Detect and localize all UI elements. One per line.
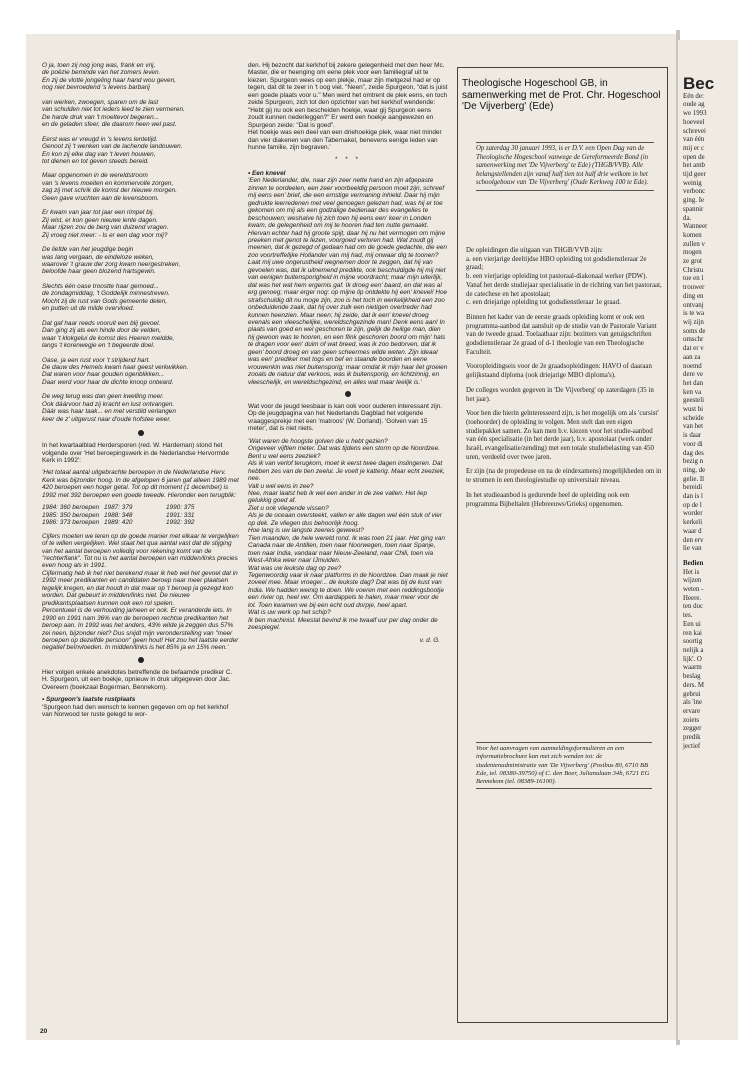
adjacent-page-line: bereidi [683, 484, 703, 492]
adjacent-page-line: scheide [683, 414, 704, 422]
paragraph: 'Spurgeon had den wensch te kennen gegeven om op het kerkhof van Norwood ter ruste gelegd te wor- [42, 703, 229, 719]
adjacent-page-line: open de [683, 153, 705, 161]
paragraph: De opleidingen die uitgaan van THGB/VVB zijn: a. een vierjarige deeltijdse HBO opleiding tot godsdienstleraar 2e graad; b. een vierjarige opleiding tot pastoraal-diakonaal werker (PDW). Vanaf het derde studiejaar specialisatie in de richting van het pastoraat, de catechese en het apostolaat; c. een driejarige opleiding tot godsdienstleraar 1e graad. [466, 247, 662, 307]
poem-stanza: Slechts één oase troostte haar gemoed... de zondagmiddag, 't Goddelijk minnestreven. Mocht zij de rust van Gods gemeente delen, en putten uit de milde overvloed. [42, 282, 170, 313]
paragraph-quote: 'Het totaal aantal uitgebrachte beroepen in de Nederlandse Herv. Kerk was bijzonder hoog. In de afgelopen 6 jaren gaf alleen 1989 met 420 beroepen een hoger getal. Tot op dit moment (1 december) is 1992 met 392 beroepen een goede tweede. Hieronder een terugblik: [42, 469, 239, 499]
poem-stanza: van werken, zwoegen, sparen om de last van schulden niet tot ieders leed te zien vermeren. De harde druk van 't moeltevol begeren... en de geladen sfeer, die daarom heen wel past. [42, 98, 185, 129]
adjacent-page-line: zegger [683, 725, 702, 733]
adjacent-page-line: gelie. Il [683, 475, 705, 483]
figures-table [42, 504, 240, 526]
figure-cell: 1988: 348 [104, 511, 133, 519]
adjacent-page-line: verbonc [683, 188, 706, 196]
adjacent-page-line: Wanneer [683, 223, 708, 231]
poem-stanza: De weg terug was dan geen kwelling meer. Ook dáárvoor had zij kracht en lust ontvangen. Dáár was haar taak... en met verstild verlangen keer de z' uitgerust naar d'oude hofstee weer. [42, 393, 176, 423]
adjacent-page-line: ervare [683, 707, 701, 715]
adjacent-page-line: ders. M [683, 681, 705, 689]
section-divider-dot [138, 657, 144, 663]
section-divider-dot [138, 430, 144, 436]
figure-cell: 1985: 350 beroepen [42, 511, 100, 519]
adjacent-page-line: den erv [683, 536, 704, 544]
advertisement-intro: Op zaterdag 30 januari 1993, is er D.V. een Open Dag van de Theologische Hogeschool vanwege de Gereformeerde Bond (in samenwerking met 'De Vijverberg' te Ede) (THGB/VVB). Alle belangstellenden zijn vanaf half tien tot half drie welkom in het schoolgebouw van 'De Vijverberg' (Oude Kerkweg 100 te Ede). [476, 142, 654, 191]
adjacent-page-heading: Bedien [683, 559, 704, 567]
adjacent-page-line: Een ui [683, 620, 701, 628]
paragraph: De colleges worden gegeven in 'De Vijverberg' op zaterdagen (35 in het jaar). [466, 386, 654, 403]
adjacent-page-line: dag des [683, 449, 704, 457]
poem-stanza: O ja, toen zij nog jong was, frank en vrij, de poëzie beminde van het zomers leven. En zij de vlotte jongeling haar hand wou geven, nog niet bevroedend 's levens barbarij [42, 62, 176, 92]
adjacent-page-line: dere ve [683, 371, 704, 379]
figure-cell: 1990: 375 [166, 504, 195, 512]
adjacent-page-line: oude ag [683, 101, 705, 109]
adjacent-page-line: Christu [683, 266, 704, 274]
adjacent-page-line: kerkeli [683, 519, 703, 527]
paragraph-quote: Cijfers moeten we leren op de goede manier met elkaar te vergelijken of te willen vergelijken. Wel staat het qua aantal vast dat de stijging van het aantal beroepen volledig voor rekening komt van de "rechterflank". Tot nu is het aantal beroepen van midden/links precies even hoog als in 1991. Cijfermatig heb ik het niet berekend maar ik heb wel het gevoel dat in 1992 meer predikanten en candidaten beroep naar meer plaatsen tegelijk kregen, en dat houdt in dat maar op 't beroep ja gezegd kon worden. Dat gebeurt in midden/links niet. De nieuwe predikantsplaatsen kunnen ook een rol spelen. Percentueel is de verhouding ja/neen er ook. Er veranderde iets. In 1990 en 1991 nam 36% van de beroepen rechtse predikanten het beroep aan. In 1992 was het anders, 43% wilde ja zeggen dus 57% zei neen, bijzonder niet? Dus snijdt mijn veronderstelling van "meer beroepen op dezelfde persoon" geen hout! Het zou het laatste eerder negatief beïnvloeden. In midden/links is het 85% ja en 15% neen.' [42, 532, 239, 652]
adjacent-page-lines [683, 569, 714, 752]
adjacent-page-line: geesteli [683, 397, 705, 405]
adjacent-page-line: schrevei [683, 127, 706, 135]
figure-cell: 1992: 392 [166, 519, 195, 527]
adjacent-page-line: dan is l [683, 493, 703, 501]
poem-stanza: Er kwam van jaar tot jaar een rimpel bij. Zij wist, er kon geen nieuwe lente dagen. Maar rijzen zou de berg van duizend vragen. Zij vroeg niet meer: - Is er een dag voor mij? [42, 209, 169, 239]
column-middle [248, 62, 448, 649]
figure-cell: 1991: 331 [166, 511, 195, 519]
advertisement-title: Theologische Hogeschool GB, in samenwerking met de Prot. Chr. Hogeschool 'De Vijverberg' (Ede) [462, 78, 661, 112]
page-number: 20 [40, 1028, 48, 1035]
poem-stanza: Dat gaf haar reeds vooruit een blij gevoel. Dan ging zij als een hinde door de velden, waar 't klokgelui de komst des Heeren meldde, langs 't korenwegje en 't begeerde doel. [42, 319, 175, 350]
adjacent-page-line: waar d [683, 527, 702, 535]
section-heading: • Spurgeon's laatste rustplaats [42, 696, 136, 704]
adjacent-page-line: ren kai [683, 629, 702, 637]
adjacent-page-line: ze grot [683, 258, 702, 266]
adjacent-page-line: ding en [683, 292, 704, 300]
adjacent-page-line: het dan [683, 379, 704, 387]
adjacent-page-line: op de l [683, 501, 702, 509]
author-signature: v. d. G. [419, 636, 440, 644]
adjacent-page-line: omschr [683, 336, 704, 344]
poem-stanza: Maar opgenomen in de wereldstroom van 's levens moeiten en kommervolle zorgen, zag zij met schrik de komst der nieuwe morgen. Geen gave vruchten aan de levensboom. [42, 172, 177, 202]
figure-cell: 1986: 373 beroepen [42, 519, 100, 527]
adjacent-page-line: spannir [683, 205, 704, 213]
adjacent-page-line: wijzen [683, 577, 702, 585]
paragraph: Binnen het kader van de eerste graads opleiding komt er ook een programma-aanbod dat aansluit op de studie van de Pastorale Variant van de tweede graad. Toelaatbaar zijn: bezitters van getuigschriften godsdienstleraar 2e graad of d-1 theologie van een Theologische Faculteit. [466, 313, 657, 356]
paragraph: Er zijn (na de propedeuse en na de eindexamens) mogelijkheden om in te stromen in een theologiestudie op universitair niveau. [466, 468, 662, 485]
paragraph: Hier volgen enkele anekdotes betreffende de befaamde prediker C. H. Spurgeon, uit een boekje, opnieuw in druk uitgegeven door Jac. Overeem (boekzaal Bogerman, Bennekom). [42, 668, 233, 691]
adjacent-page-line: da. [683, 214, 692, 222]
adjacent-page-line: Eén de: [683, 92, 704, 100]
adjacent-page-line: soms de [683, 327, 706, 335]
adjacent-page-line: toe en l [683, 275, 704, 283]
adjacent-page-line: bezig n [683, 458, 704, 466]
figure-cell: 1989: 420 [104, 519, 133, 527]
adjacent-page-line: het amb [683, 162, 706, 170]
paragraph: In het studieaanbod is gedurende heel de opleiding ook een programma Bijbeltalen (Hebreeuws/Grieks) opgenomen. [466, 491, 630, 508]
paragraph: den. Hij bezocht dat kerkhof bij zekere gelegenheid met den heer Mc. Master, die er heenging om eene plek voor een familiegraf uit te kiezen. Spurgeon wees op een plekje, maar zijn metgezel had er op tegen, dat dit te zeer in 't oog viel. "Neen", zeide Spurgeon, "dat is juist een goede plaats voor u." Men werd het omtrent de plek eens, en toch zeide Spurgeon, zich tot den opzichter van het kerkhof wendende: "Hebt gij nu ook een bescheiden hoekje, waar gij Spurgeon eens zoudt kunnen nederleggen?" Er werd een hoekje aangewezen en Spurgeon zeide: "Dat is goed". Het hoekje was een deel van een driehoekige plek, waar niet minder dan vier diakenen van den Tabernakel, benevens eenige leden van hunne familie, zijn begraven.' [248, 62, 448, 151]
section-divider-stars: * * * [334, 156, 361, 164]
paragraph: Wat voor de jeugd leesbaar is kan ook voor ouderen interessant zijn. Op de jeugdpagina van het Nederlands Dagblad het volgende vraaggesprekje met een 'matroos' (W. Dorland). 'Golven van 15 meter', dat is niet niets. [248, 403, 443, 433]
poem-stanza: De liefde van het jeugdige begin was lang vergaan, de eindeloze weken, waarover 't grauw der zorg kwam neergestreken, beloofde haar geen blozend hartsgewin. [42, 246, 181, 276]
interview-text: 'Wat waren de hoogste golven die u hebt gezien? Ongeveer vijftien meter. Dat was tijdens een storm op de Noordzee. Bent u wel eens zeeziek? Als ik van verlof terugkom, moet ik eerst twee dagen inslingeren. Dat hebben zes van de tien zeelui. Je voelt je katterig. Maar echt zeeziek, nee. Valt u wel eens in zee? Nee, maar laatst heb ik wel een ander in de zee vallen. Het liep gelukkig goed af. Ziet u ook vliegende vissen? Als je de oceaan oversteekt, vallen er alle dagen wel één stuk of vier op dek. Ze vliegen dus behoorlijk hoog. Hoe lang is uw langste zeereis geweest? Tien maanden, de hele wereld rond. Ik was toen 21 jaar. Het ging van Canada naar de Antillen, toen naar Noorwegen, toen naar Spanje, toen naar India, vandaar naar Nieuw-Zeeland, naar Chili, toen via West-Afrika weer naar IJmuiden. Wat was uw leukste dag op zee? Tegenwoordig vaar ik naar platforms in de Noordzee. Dan maak je niet zoveel mee. Maar vroeger... de leukste dag? Dat was bij de kust van India. We hadden weinig te doen. We voeren met een reddingsbootje een rivier op, heel ver. Om aardappels te halen, maar meer voor de lol. Toen kwamen we bij een echt oud dorpje, heel apart. Wat is uw werk op het schip? Ik ben machinist. Meestal bevind ik me twaalf uur per dag onder de zeespiegel. [248, 437, 448, 632]
adjacent-page-line: ken va [683, 388, 702, 396]
adjacent-page-line: aan za [683, 353, 701, 361]
adjacent-page-text [683, 74, 715, 751]
adjacent-page-line: wust bi [683, 406, 704, 414]
adjacent-page-line: ten doc [683, 603, 704, 611]
adjacent-page-line: zullen v [683, 240, 706, 248]
adjacent-page-line: gebrui [683, 690, 701, 698]
adjacent-page-line: Het is [683, 568, 700, 576]
adjacent-page-line: noemd [683, 362, 702, 370]
paragraph: Voor hen die hierin geïnteresseerd zijn, is het mogelijk om als 'cursist' (toehoorder) de opleiding te volgen. Men stelt dan een eigen studiepakket samen. Zo kan men b.v. kiezen voor het studie-aanbod van één specialisatie (in het derde jaar), b.v. apostolaat (werk onder Israël, evangelisatie/zending) met een totale studiebelasting van 450 uren, verdeeld over twee jaren. [466, 410, 659, 461]
adjacent-page-line: hoeveel [683, 118, 705, 126]
advertisement-box [457, 67, 668, 1023]
adjacent-page-line: wij zijn [683, 318, 704, 326]
adjacent-page-line: weten - [683, 586, 704, 594]
adjacent-page-line: soortig [683, 638, 703, 646]
paragraph-quote: 'Een Nederlander, die, naar zijn zeer nette hand en zijn afgepaste zinnen te oordeelen, een zeer voorbeeldig persoon moet zijn, schreef mij eens een' brief, die een ernstige vermaning inhield. Daar hij mijn gedrukte leerredenen met veel genoegen gelezen had, was hij er toe gekomen om mij als een godzalige bedienaar des evangelies te beschouwen; weshalve hij zich toen hij eens een' keer in Londen kwam, de gelegenheid om mij te hooren had ten nutte gemaakt. Hiervan echter had hij groote spijt, daar hij nu het vermogen om mijne preeken met genot te lezen, voorgoed verloren had. Wat zoudt gij meenen, dat ik gezegd of gedaan had om de goede gedachte, die een zoo voortreffelijke Hollander van mij had, mij onwaar dig te toonen? Laat mij uwe ongerustheid wegnemen door te zeggen, dat hij van gevoelen was, dat ik uitnemend predikte, ook beschuldigde hij mij niet van eenigen buitensporigheid in mijne voordracht; maar mijn uiterlijk, dat was het wat hem ergernis gaf. Ik droeg een' baard, en dat was al erg genoeg; maar erger nog: op mijne lip ontdekte hij een' knevel! Hoe strafschuldig dit nu moge zijn, zoo is het toch in werkelijkheid een zoo onbeduidende zaak, dat hij over zulk een nietigen overtreder had kunnen heenzien. Maar neen; hij zeide, dat ik een' knevel droeg evenals een vleeschelijke, wereldschgezinde man! Denk eens aan! In plaats van goed en wel geschoren te zijn, gelijk de heilige man, dien hij gewoon was te hooren, en een flink geschoren boord om mijn' hals te dragen voor een' duim of wat breed, was ik zoo bedorven, dat ik geen' boord droeg en van geen scheermes wilde weten. Zijn ideaal was een' prediker met togs en bef en staande boorden en eene vrouwenkin was niet buitensporig; maar omdat ik mijn haar liet groeien zooals de natuur dat verkoos, was ik buitensporig, en lichtzinnig, en vleeschelijk, en wereldschgezind, en alles wat maar leelijk is.' [248, 177, 448, 386]
adjacent-page-line: zoiets [683, 716, 700, 724]
section-heading: • Een knevel [248, 169, 286, 177]
section-divider-dot [345, 391, 351, 397]
paragraph: In het kwartaalblad Herdersporen (red. W. Hardeman) stond het volgende over 'Het beroepingswerk in de Nederlandse Hervormde Kerk in 1992': [42, 442, 230, 465]
adjacent-page-line: is daar [683, 432, 702, 440]
adjacent-page-line: waarm [683, 664, 702, 672]
adjacent-page-line: worder [683, 510, 703, 518]
adjacent-page-line: tes. [683, 612, 693, 620]
adjacent-page-line: mij er c [683, 144, 705, 152]
figure-cell: 1984: 360 beroepen [42, 504, 100, 512]
paragraph: Vooropleidingseis voor de 2e graadsopleidingen: HAVO of daaraan gelijkstaand diploma (ook driejarige MBO diploma's). [466, 363, 652, 380]
adjacent-page-line: weinig [683, 179, 702, 187]
adjacent-page-line: van het [683, 423, 704, 431]
adjacent-page-title: Bec [683, 74, 715, 93]
poem-stanza: Eerst was er vreugd in 's levens lentetijd. Genoot zij 't wenken van de lachende landouwen. En kon zij elke dag van 't leven houwen, tot dienen en tot geven steeds bereid. [42, 135, 183, 165]
adjacent-page-line: jectief [683, 742, 701, 750]
adjacent-page-line: ging. Ie [683, 197, 705, 205]
adjacent-page-line: tijd geer [683, 171, 706, 179]
adjacent-page-line: predik [683, 734, 701, 742]
adjacent-page-line: van één [683, 136, 705, 144]
adjacent-page-line: we 1993 [683, 110, 707, 118]
adjacent-page-line: als 'ine [683, 699, 703, 707]
adjacent-page-line: voor di [683, 440, 703, 448]
adjacent-page-line: lijk'. O [683, 655, 702, 663]
adjacent-page-line: ning, de [683, 466, 706, 474]
adjacent-page-line: dat er v [683, 345, 704, 353]
adjacent-page-line: is te wa [683, 310, 705, 318]
adjacent-page-line: Heere. [683, 594, 702, 602]
adjacent-page-line: trouwer [683, 284, 705, 292]
adjacent-page-line: lie van [683, 545, 702, 553]
adjacent-page-line: beslag [683, 673, 701, 681]
adjacent-page-line: nelijk a [683, 647, 704, 654]
poem-stanza: Oase, ja een rust voor 't strijdend hart. De dauw des Hemels kwam haar geest verkwikken. Dat waren voor haar gouden ogenblikken... Daar werd voor haar de dichte knoop ontward. [42, 356, 189, 386]
adjacent-page-line: mogen [683, 249, 702, 257]
figure-cell: 1987: 379 [104, 504, 133, 512]
adjacent-page-line: ontvanj [683, 301, 704, 309]
column-left [42, 62, 240, 724]
adjacent-page-line: komen [683, 231, 702, 239]
advertisement-contact: Voor het aanvragen van aanmeldingsformulieren en een informatiebrochure kan met zich wenden tot: de studentenadministratie van 'De Vijverberg' (Postbus 80, 6710 BB Ede, tel. 08380-39750) of C. den Boer, Julianalaan 34b, 6721 EG Bennekom (tel. 08389-16100). [476, 742, 652, 789]
adjacent-page-lines [683, 93, 714, 554]
advertisement-body [466, 247, 662, 515]
